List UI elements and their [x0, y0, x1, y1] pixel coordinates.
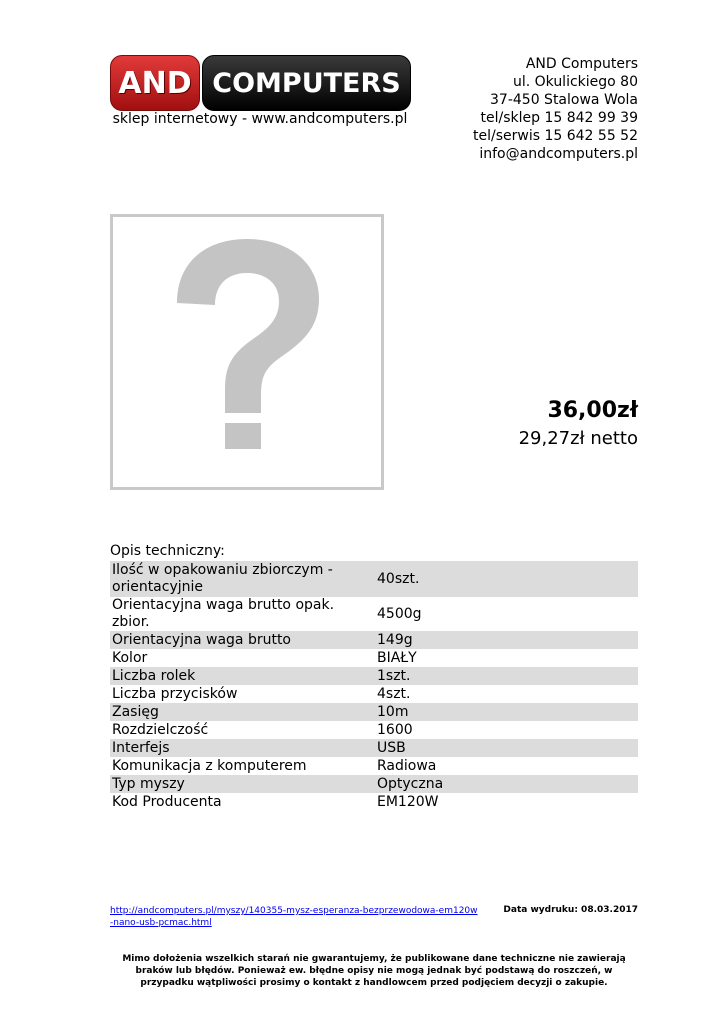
table-row [110, 775, 638, 793]
spec-key: Kolor [112, 649, 148, 666]
spec-key: Zasięg [110, 703, 375, 721]
store-name: AND Computers [525, 56, 638, 72]
spec-value: 1szt. [375, 667, 638, 685]
spec-value: EM120W [377, 793, 439, 810]
spec-table [110, 561, 638, 811]
spec-key: Liczba rolek [110, 667, 375, 685]
spec-key: Orientacyjna waga brutto [110, 631, 375, 649]
spec-value: 4szt. [377, 685, 411, 702]
spec-value: Radiowa [377, 757, 437, 774]
table-row [110, 793, 638, 811]
table-row [110, 631, 638, 649]
spec-key: Rozdzielczość [112, 721, 209, 738]
table-row [110, 597, 638, 631]
table-row [110, 667, 638, 685]
store-phone-service: tel/serwis 15 642 55 52 [473, 128, 638, 144]
spec-value: 4500g [377, 605, 422, 622]
store-tagline: sklep internetowy - www.andcomputers.pl [112, 111, 408, 127]
store-city: 37-450 Stalowa Wola [490, 92, 638, 108]
spec-value: 40szt. [375, 561, 638, 597]
price-net: 29,27zł netto [518, 428, 638, 449]
spec-value: 149g [375, 631, 638, 649]
spec-key: Komunikacja z komputerem [112, 757, 307, 774]
spec-key: Ilość w opakowaniu zbiorczym - orientacyjnie [110, 561, 375, 597]
spec-title: Opis techniczny: [110, 543, 225, 559]
table-row [110, 561, 638, 597]
store-address [473, 55, 638, 163]
product-url-link[interactable]: http://andcomputers.pl/myszy/140355-mysz-esperanza-bezprzewodowa-em120w-nano-usb-pcmac.html [110, 906, 478, 928]
spec-key: Typ myszy [110, 775, 375, 793]
print-date: Data wydruku: 08.03.2017 [503, 905, 638, 915]
store-email: info@andcomputers.pl [479, 146, 638, 162]
logo-computers: COMPUTERS [202, 55, 411, 111]
spec-value: 10m [375, 703, 638, 721]
table-row [110, 739, 638, 757]
question-mark-icon [113, 217, 381, 487]
store-phone-shop: tel/sklep 15 842 99 39 [480, 110, 638, 126]
table-row [110, 721, 638, 739]
table-row [110, 685, 638, 703]
spec-value: 1600 [377, 721, 413, 738]
logo-and: AND [110, 55, 200, 111]
product-image-placeholder [110, 214, 384, 490]
store-street: ul. Okulickiego 80 [512, 74, 638, 90]
price-gross: 36,00zł [547, 398, 638, 423]
table-row [110, 703, 638, 721]
spec-value: BIAŁY [377, 649, 417, 666]
table-row [110, 649, 638, 667]
spec-value: Optyczna [375, 775, 638, 793]
store-logo [110, 55, 410, 111]
spec-key: Liczba przycisków [112, 685, 238, 702]
spec-key: Orientacyjna waga brutto opak. zbior. [112, 597, 335, 630]
disclaimer-text: Mimo dołożenia wszelkich starań nie gwarantujemy, że publikowane dane techniczne nie zawierają braków lub błędów. Ponieważ ew. błędne opisy nie mogą jednak być podstawą do roszczeń, w przypadku wątpliwości prosimy o kontakt z handlowcem przed podjęciem decyzji o zakupie. [122, 954, 626, 988]
spec-key: Interfejs [110, 739, 375, 757]
spec-key: Kod Producenta [112, 793, 222, 810]
table-row [110, 757, 638, 775]
spec-value: USB [375, 739, 638, 757]
